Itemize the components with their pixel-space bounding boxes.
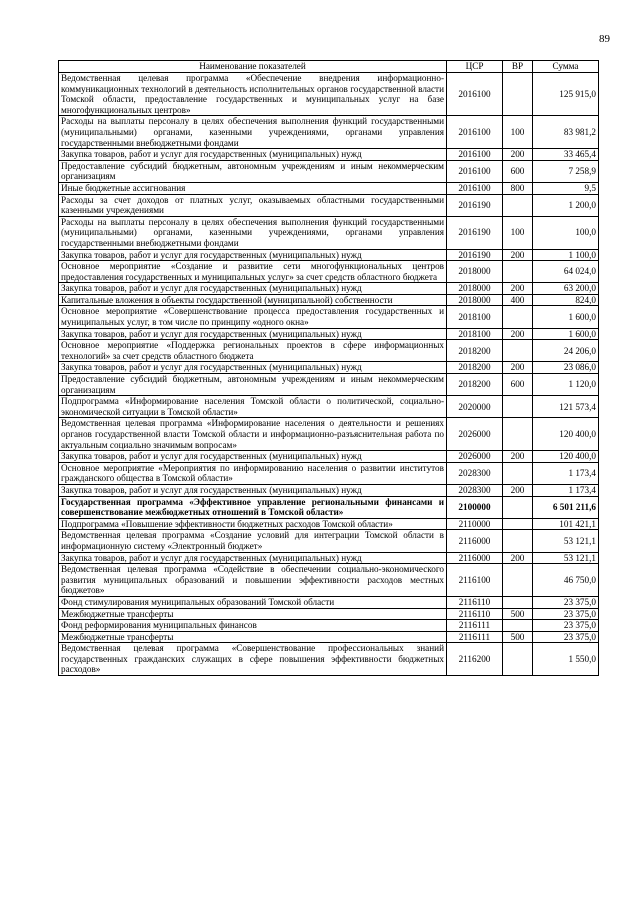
cell-name: Закупка товаров, работ и услуг для государственных (муниципальных) нужд [59,249,447,261]
cell-csr: 2018200 [447,340,503,362]
cell-sum: 9,5 [533,182,599,194]
cell-vr: 600 [503,374,533,396]
table-row [59,608,599,620]
table-row [59,374,599,396]
cell-name: Ведомственная целевая программа «Создание условий для интеграции Томской области в информационную систему «Электронный бюджет» [59,530,447,552]
cell-sum: 23 375,0 [533,608,599,620]
cell-vr: 200 [503,552,533,564]
cell-vr [503,306,533,328]
cell-csr: 2026000 [447,451,503,463]
cell-vr [503,518,533,530]
cell-sum: 23 375,0 [533,596,599,608]
cell-vr [503,261,533,283]
cell-name: Основное мероприятие «Мероприятия по информированию населения о развитии институтов гражданского общества в Томской области» [59,462,447,484]
cell-csr: 2028300 [447,484,503,496]
cell-sum: 101 421,1 [533,518,599,530]
table-row [59,328,599,340]
cell-csr: 2018100 [447,328,503,340]
cell-name: Закупка товаров, работ и услуг для государственных (муниципальных) нужд [59,484,447,496]
cell-csr: 2018000 [447,261,503,283]
cell-name: Государственная программа «Эффективное управление региональными финансами и совершенствование межбюджетных отношений в Томской области» [59,496,447,518]
cell-name: Межбюджетные трансферты [59,608,447,620]
cell-vr: 200 [503,283,533,295]
cell-vr: 800 [503,182,533,194]
cell-csr: 2018200 [447,374,503,396]
cell-vr: 200 [503,484,533,496]
cell-name: Фонд стимулирования муниципальных образований Томской области [59,596,447,608]
cell-csr: 2026000 [447,418,503,451]
cell-name: Основное мероприятие «Совершенствование процесса предоставления государственных и муниципальных услуг, в том числе по принципу «одного окна» [59,306,447,328]
cell-sum: 121 573,4 [533,396,599,418]
cell-sum: 63 200,0 [533,283,599,295]
table-row [59,340,599,362]
cell-sum: 46 750,0 [533,564,599,597]
cell-vr [503,396,533,418]
table-row [59,362,599,374]
table-row [59,552,599,564]
cell-csr: 2116111 [447,620,503,632]
cell-vr [503,596,533,608]
table-row [59,149,599,161]
cell-csr: 2016100 [447,73,503,116]
table-row [59,249,599,261]
cell-vr: 100 [503,116,533,149]
cell-name: Предоставление субсидий бюджетным, автономным учреждениям и иным некоммерческим организациям [59,160,447,182]
cell-vr: 500 [503,608,533,620]
table-body [59,73,599,676]
cell-csr: 2016100 [447,182,503,194]
table-row [59,620,599,632]
cell-vr [503,462,533,484]
table-row [59,462,599,484]
cell-vr: 200 [503,362,533,374]
cell-csr: 2028300 [447,462,503,484]
cell-name: Закупка товаров, работ и услуг для государственных (муниципальных) нужд [59,149,447,161]
cell-sum: 53 121,1 [533,530,599,552]
table-row [59,160,599,182]
cell-sum: 1 200,0 [533,194,599,216]
cell-sum: 100,0 [533,216,599,249]
cell-vr [503,340,533,362]
cell-name: Ведомственная целевая программа «Обеспечение внедрения информационно-коммуникационных технологий в деятельность исполнительных органов государственной власти Томской области, предоставление государственных и муниципальных услуг на базе многофункциональных центров» [59,73,447,116]
table-row [59,631,599,643]
cell-vr: 200 [503,149,533,161]
cell-csr: 2016190 [447,194,503,216]
cell-sum: 64 024,0 [533,261,599,283]
table-row [59,496,599,518]
cell-csr: 2116000 [447,552,503,564]
cell-name: Закупка товаров, работ и услуг для государственных (муниципальных) нужд [59,552,447,564]
table-row [59,643,599,676]
cell-name: Предоставление субсидий бюджетным, автономным учреждениям и иным некоммерческим организациям [59,374,447,396]
table-row [59,283,599,295]
column-header-vr: ВР [503,61,533,73]
cell-csr: 2016100 [447,116,503,149]
cell-vr [503,530,533,552]
table-row [59,418,599,451]
cell-csr: 2116000 [447,530,503,552]
cell-vr [503,496,533,518]
cell-csr: 2116100 [447,564,503,597]
cell-sum: 1 600,0 [533,328,599,340]
cell-name: Ведомственная целевая программа «Информирование населения о деятельности и решениях органов государственной власти Томской области и информационно-разъяснительная работа по актуальным социально значимым вопросам» [59,418,447,451]
cell-name: Основное мероприятие «Создание и развитие сети многофункциональных центров предоставления государственных и муниципальных услуг» за счет средств областного бюджета [59,261,447,283]
cell-sum: 7 258,9 [533,160,599,182]
cell-sum: 24 206,0 [533,340,599,362]
cell-name: Расходы на выплаты персоналу в целях обеспечения выполнения функций государственными (муниципальными) органами, казенными учреждениями, органами управления государственными внебюджетными фондами [59,116,447,149]
table-row [59,194,599,216]
cell-vr [503,620,533,632]
table-row [59,294,599,306]
cell-csr: 2016190 [447,216,503,249]
cell-csr: 2100000 [447,496,503,518]
cell-name: Ведомственная целевая программа «Содействие в обеспечении социально-экономического развития муниципальных образований и повышении эффективности расходов местных бюджетов» [59,564,447,597]
table-row [59,484,599,496]
cell-sum: 1 600,0 [533,306,599,328]
cell-vr: 200 [503,328,533,340]
cell-vr: 100 [503,216,533,249]
cell-vr: 600 [503,160,533,182]
column-header-sum: Сумма [533,61,599,73]
cell-csr: 2110000 [447,518,503,530]
table-row [59,451,599,463]
cell-name: Закупка товаров, работ и услуг для государственных (муниципальных) нужд [59,362,447,374]
cell-sum: 1 173,4 [533,484,599,496]
cell-name: Закупка товаров, работ и услуг для государственных (муниципальных) нужд [59,451,447,463]
cell-csr: 2020000 [447,396,503,418]
cell-sum: 1 173,4 [533,462,599,484]
cell-csr: 2016190 [447,249,503,261]
cell-vr: 200 [503,451,533,463]
table-row [59,596,599,608]
table-row [59,261,599,283]
table-row [59,216,599,249]
cell-sum: 120 400,0 [533,451,599,463]
cell-sum: 125 915,0 [533,73,599,116]
cell-name: Межбюджетные трансферты [59,631,447,643]
cell-sum: 53 121,1 [533,552,599,564]
table-row [59,518,599,530]
cell-name: Капитальные вложения в объекты государственной (муниципальной) собственности [59,294,447,306]
table-row [59,182,599,194]
cell-csr: 2116200 [447,643,503,676]
cell-sum: 824,0 [533,294,599,306]
cell-name: Иные бюджетные ассигнования [59,182,447,194]
cell-name: Закупка товаров, работ и услуг для государственных (муниципальных) нужд [59,283,447,295]
cell-csr: 2016100 [447,160,503,182]
cell-sum: 1 550,0 [533,643,599,676]
table-row [59,73,599,116]
cell-sum: 1 100,0 [533,249,599,261]
cell-vr [503,73,533,116]
cell-csr: 2116111 [447,631,503,643]
cell-sum: 6 501 211,6 [533,496,599,518]
cell-name: Подпрограмма «Информирование населения Томской области о политической, социально-экономической ситуации в Томской области» [59,396,447,418]
cell-vr [503,418,533,451]
cell-vr [503,643,533,676]
cell-vr: 400 [503,294,533,306]
table-header-row [59,61,599,73]
table-row [59,116,599,149]
cell-sum: 120 400,0 [533,418,599,451]
cell-name: Основное мероприятие «Поддержка региональных проектов в сфере информационных технологий» за счет средств областного бюджета [59,340,447,362]
cell-sum: 23 375,0 [533,631,599,643]
cell-name: Фонд реформирования муниципальных финансов [59,620,447,632]
cell-sum: 23 375,0 [533,620,599,632]
cell-csr: 2018100 [447,306,503,328]
cell-sum: 1 120,0 [533,374,599,396]
cell-csr: 2018000 [447,283,503,295]
cell-vr: 500 [503,631,533,643]
cell-name: Расходы на выплаты персоналу в целях обеспечения выполнения функций государственными (муниципальными) органами, казенными учреждениями, органами управления государственными внебюджетными фондами [59,216,447,249]
cell-name: Закупка товаров, работ и услуг для государственных (муниципальных) нужд [59,328,447,340]
budget-table [58,60,599,676]
cell-csr: 2116110 [447,596,503,608]
cell-csr: 2018200 [447,362,503,374]
cell-vr [503,194,533,216]
cell-csr: 2116110 [447,608,503,620]
table-row [59,306,599,328]
cell-csr: 2018000 [447,294,503,306]
cell-vr: 200 [503,249,533,261]
cell-sum: 23 086,0 [533,362,599,374]
cell-sum: 33 465,4 [533,149,599,161]
cell-name: Подпрограмма «Повышение эффективности бюджетных расходов Томской области» [59,518,447,530]
cell-name: Ведомственная целевая программа «Совершенствование профессиональных знаний государственных гражданских служащих в сфере повышения эффективности бюджетных расходов» [59,643,447,676]
cell-sum: 83 981,2 [533,116,599,149]
cell-vr [503,564,533,597]
table-row [59,396,599,418]
cell-name: Расходы за счет доходов от платных услуг, оказываемых областными государственными казенными учреждениями [59,194,447,216]
cell-csr: 2016100 [447,149,503,161]
page-number: 89 [599,33,610,45]
table-row [59,530,599,552]
column-header-name: Наименование показателей [59,61,447,73]
column-header-csr: ЦСР [447,61,503,73]
table-row [59,564,599,597]
